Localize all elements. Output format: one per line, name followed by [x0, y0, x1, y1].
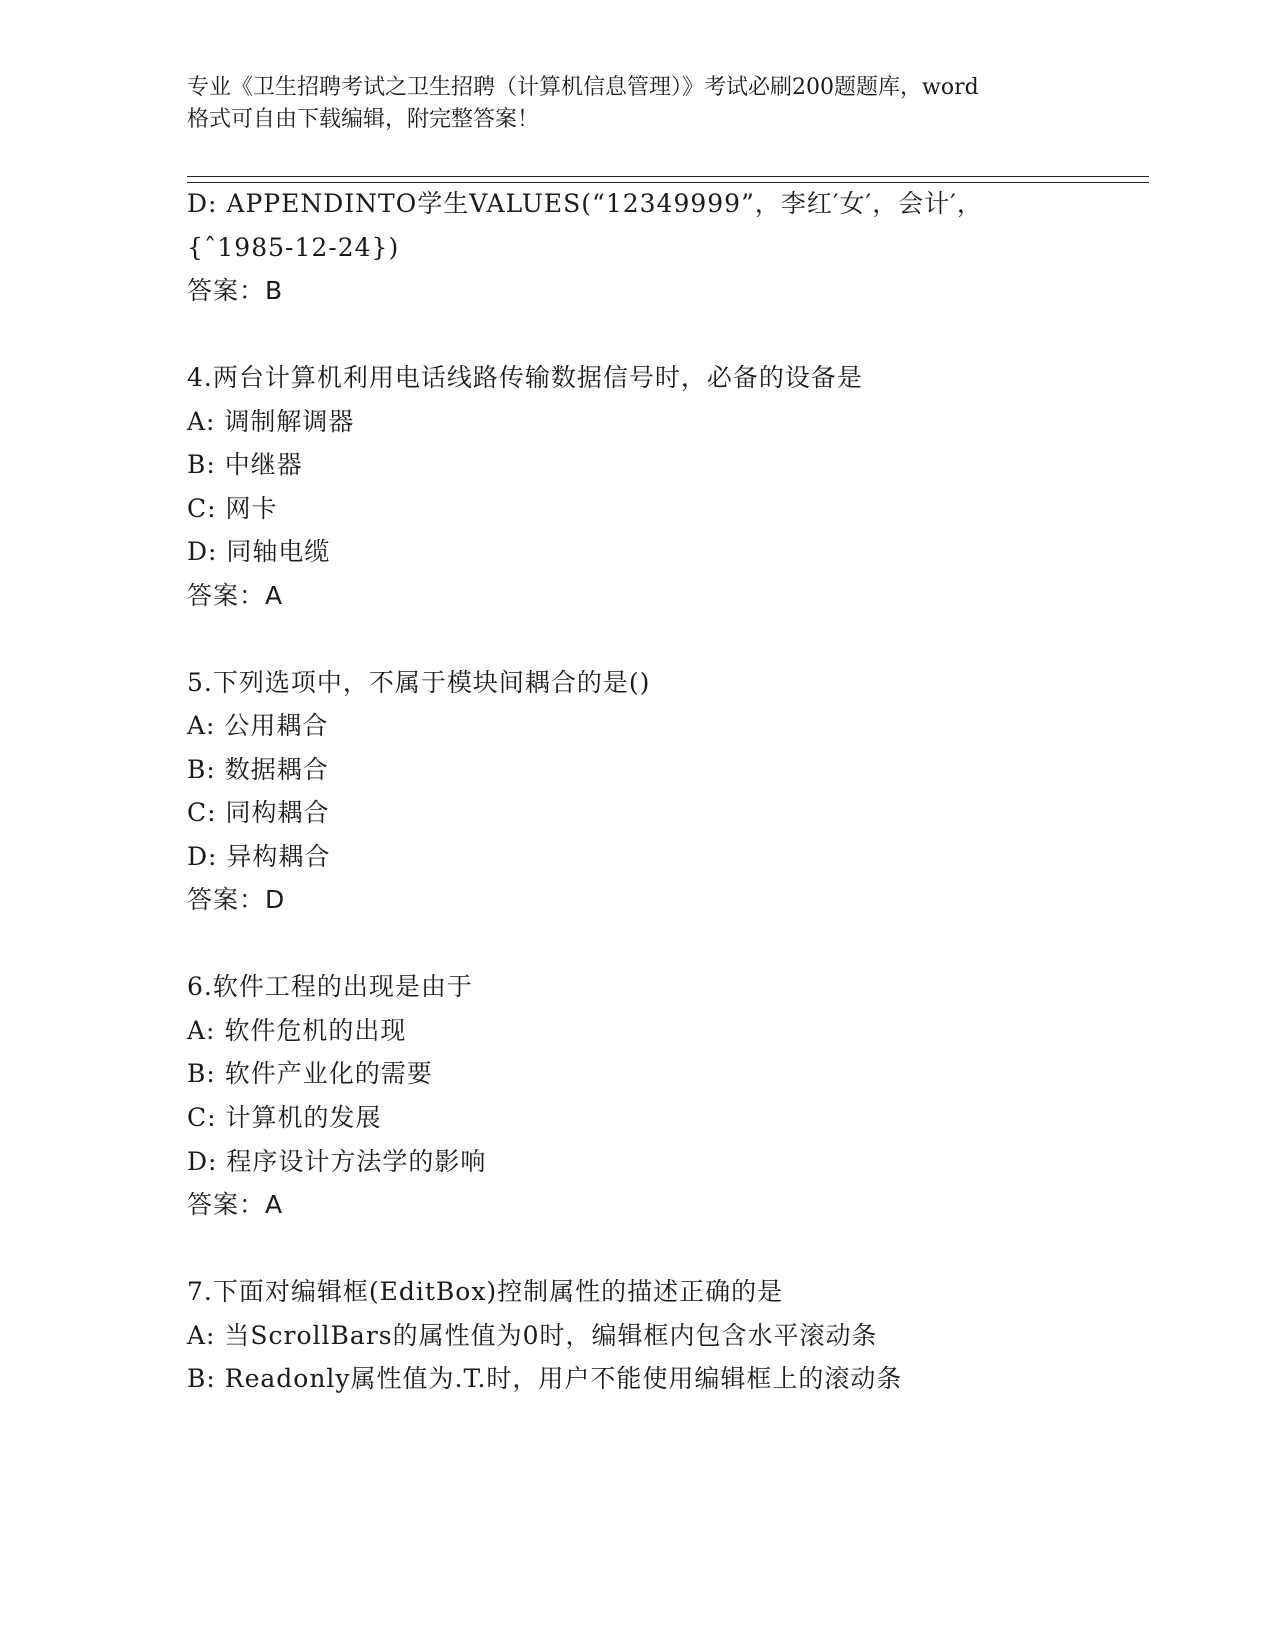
question-5-answer: 答案：D	[187, 885, 286, 914]
question-4-option-b: B: 中继器	[187, 450, 303, 479]
document-header	[187, 72, 1087, 136]
question-4-title: 4.两台计算机利用电话线路传输数据信号时，必备的设备是	[187, 363, 863, 392]
header-divider-top	[187, 176, 1149, 177]
question-5-option-a: A: 公用耦合	[187, 711, 329, 740]
header-line-2: 格式可自由下载编辑，附完整答案！	[187, 107, 540, 132]
question-7-option-a: A: 当ScrollBars的属性值为0时，编辑框内包含水平滚动条	[187, 1321, 878, 1350]
question-7-title: 7.下面对编辑框(EditBox)控制属性的描述正确的是	[187, 1277, 784, 1306]
option-d-text-continued: {ˆ1985-12-24})	[187, 233, 400, 262]
question-7-option-b: B: Readonly属性值为.T.时，用户不能使用编辑框上的滚动条	[187, 1364, 903, 1393]
question-6-option-a: A: 软件危机的出现	[187, 1016, 407, 1045]
question-4-option-a: A: 调制解调器	[187, 407, 355, 436]
header-line-1: 专业《卫生招聘考试之卫生招聘（计算机信息管理）》考试必刷200题题库，word	[187, 75, 979, 100]
header-divider-bottom	[187, 182, 1149, 183]
question-4-option-d: D: 同轴电缆	[187, 537, 331, 566]
question-6-answer: 答案：A	[187, 1190, 284, 1219]
question-5-option-d: D: 异构耦合	[187, 842, 331, 871]
option-d-text: D: APPENDINTO学生VALUES(“12349999”，李红′女′，会计′，	[187, 189, 983, 218]
answer-line: 答案：B	[187, 276, 284, 305]
question-6-title: 6.软件工程的出现是由于	[187, 972, 473, 1001]
question-6-option-d: D: 程序设计方法学的影响	[187, 1147, 487, 1176]
question-6-option-c: C: 计算机的发展	[187, 1103, 382, 1132]
question-4-option-c: C: 网卡	[187, 494, 278, 523]
question-4-answer: 答案：A	[187, 581, 284, 610]
question-5-title: 5.下列选项中，不属于模块间耦合的是()	[187, 668, 651, 697]
question-5-option-b: B: 数据耦合	[187, 755, 329, 784]
question-6-option-b: B: 软件产业化的需要	[187, 1059, 433, 1088]
question-5-option-c: C: 同构耦合	[187, 798, 330, 827]
